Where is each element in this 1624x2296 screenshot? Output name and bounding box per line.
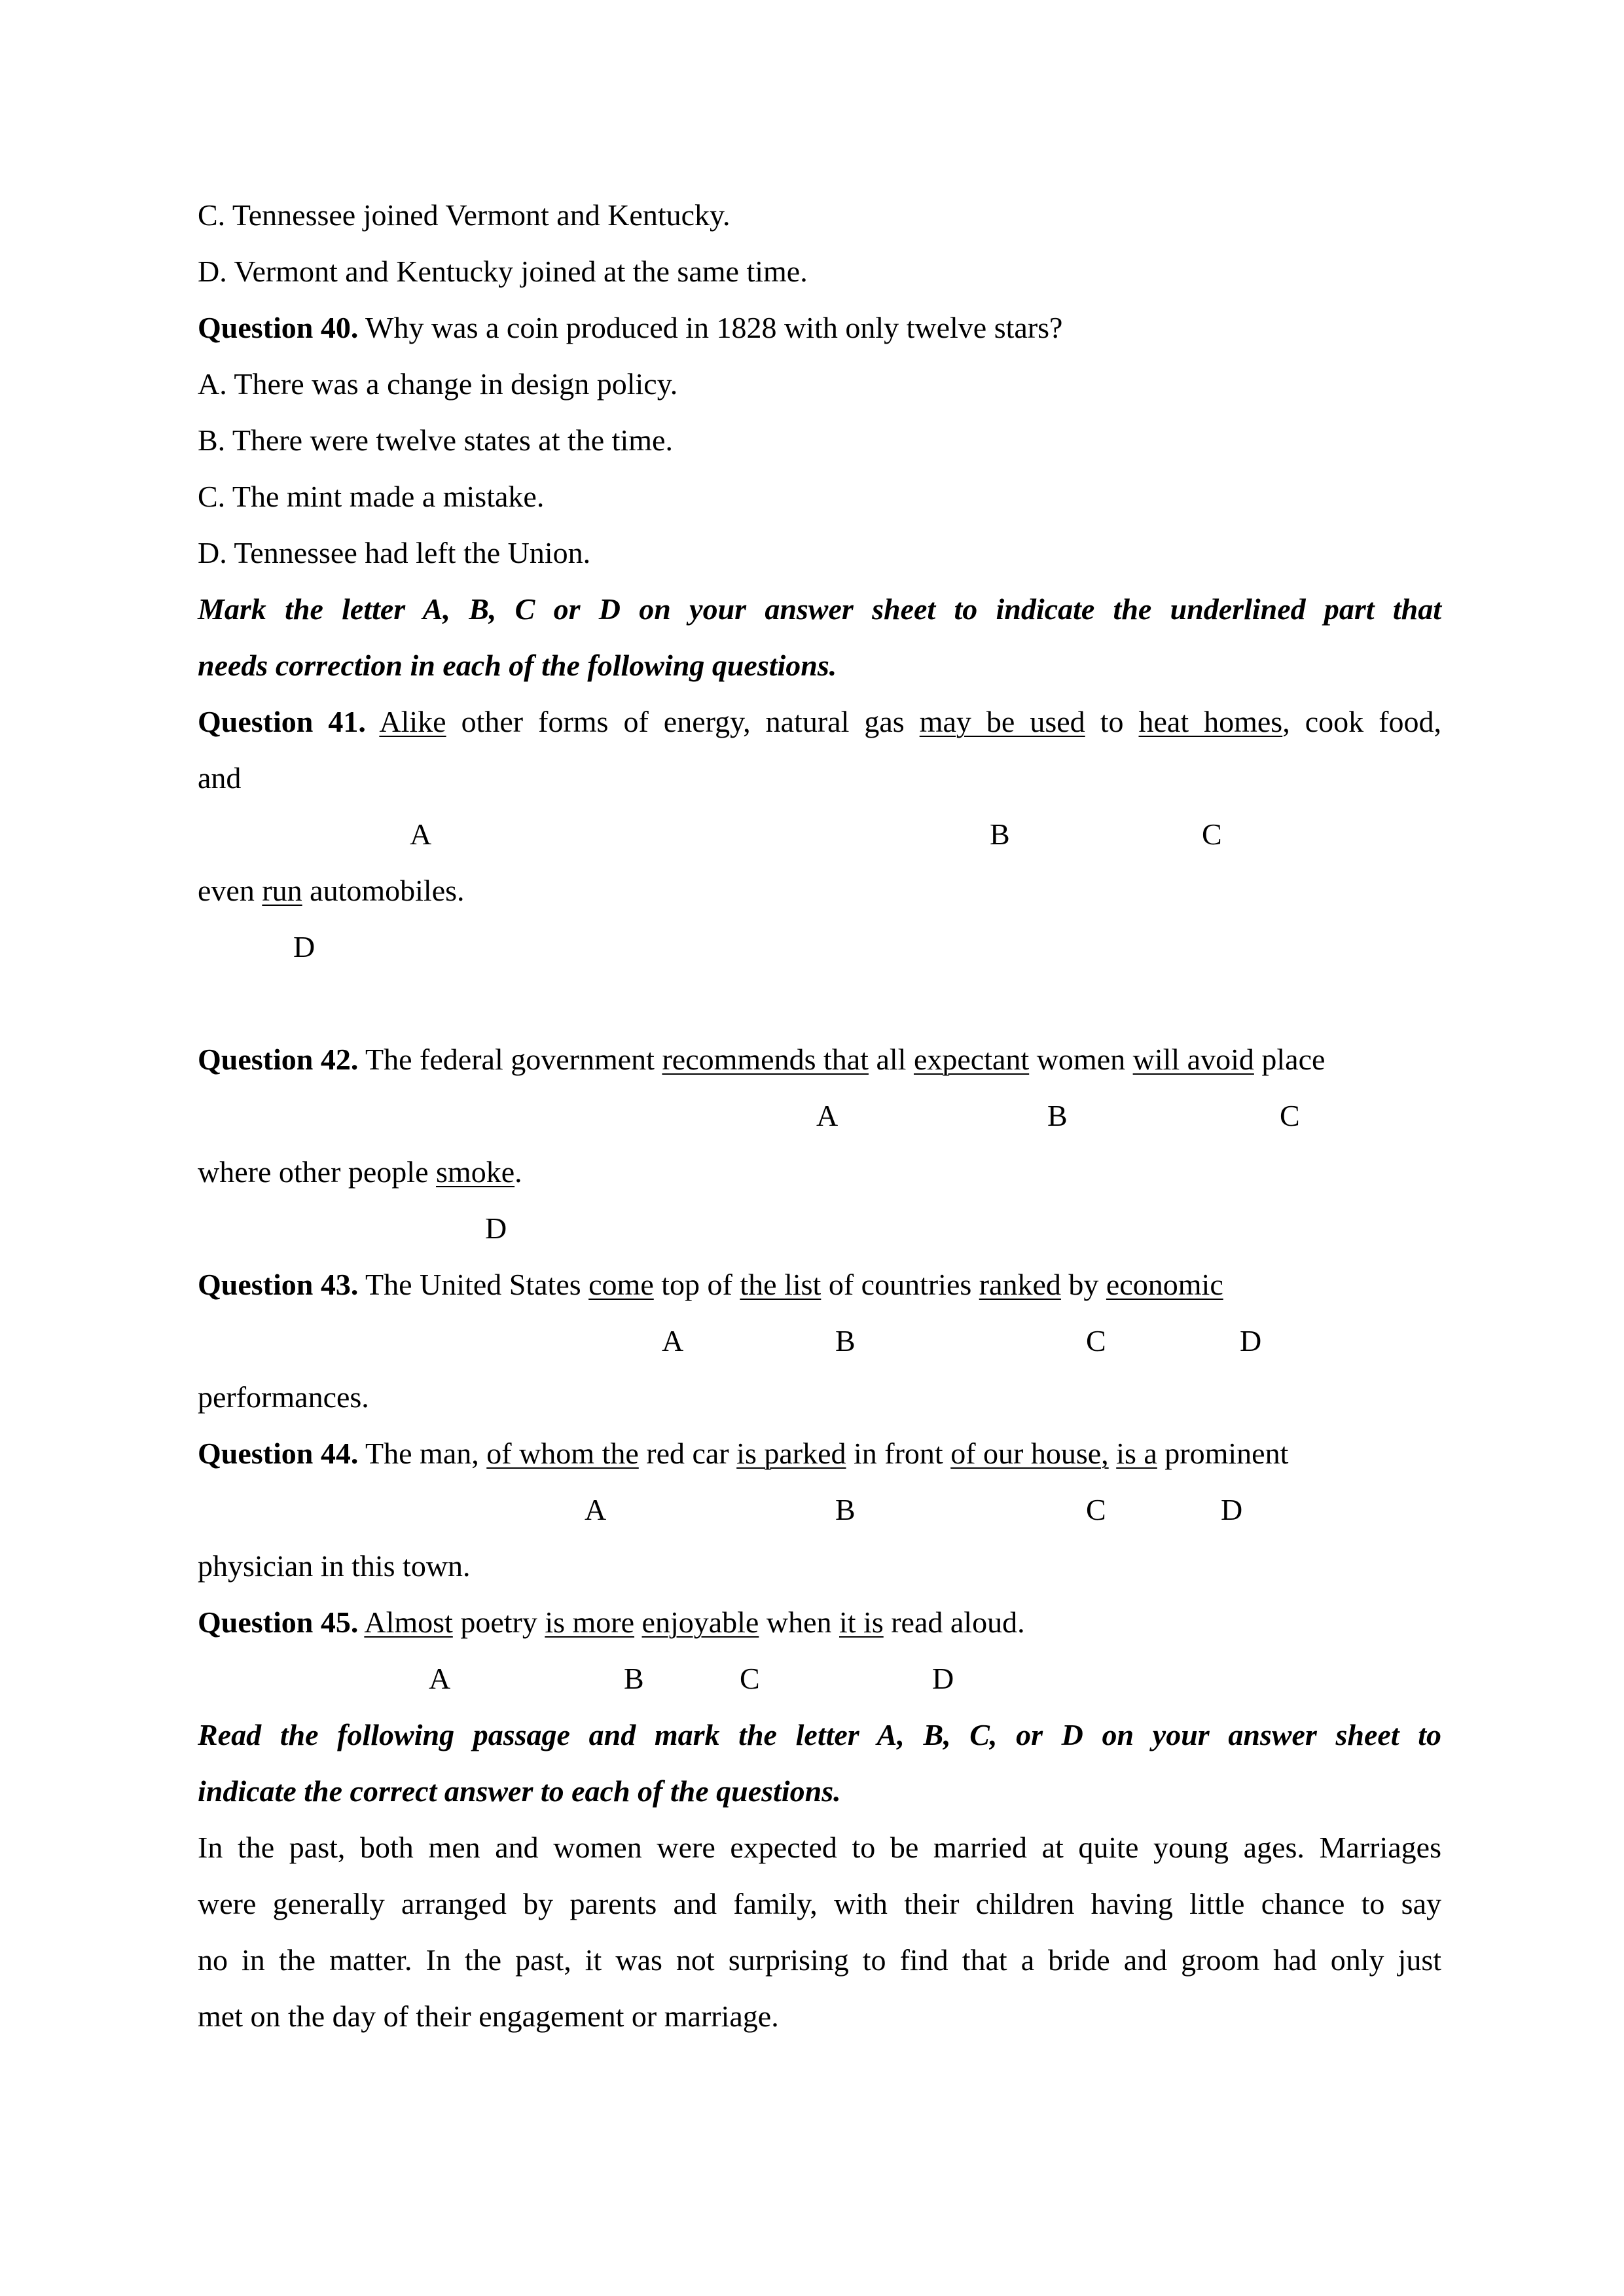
q44-label: Question 44. <box>198 1437 359 1470</box>
q41-underline-d: run <box>262 874 302 907</box>
passage-line1: In the past, both men and women were expected to be married at quite young ages. Marriages <box>198 1831 1441 1864</box>
q43-text-1: The United States <box>358 1268 589 1301</box>
passage-line4: met on the day of their engagement or marriage. <box>198 2000 779 2033</box>
q45-underline-d: it is <box>839 1605 884 1639</box>
q45-text-1: poetry <box>452 1605 545 1639</box>
q44-underline-a: of whom the <box>486 1437 639 1470</box>
q41-letter-b: B <box>990 817 1010 851</box>
q41-text-1: other forms of energy, natural gas <box>461 705 920 738</box>
q42-underline-c: will avoid <box>1132 1043 1254 1076</box>
q42-line3 <box>198 1154 1441 1191</box>
instruction-error-line2: needs correction in each of the following questions. <box>198 649 837 682</box>
instruction-error-line1: Mark the letter A, B, C or D on your answer sheet to indicate the underlined part that <box>198 592 1441 626</box>
q42-letter-b: B <box>1047 1099 1068 1132</box>
q41-text-5: automobiles. <box>302 874 465 907</box>
q43-underline-c: ranked <box>979 1268 1061 1301</box>
q41-letter-c: C <box>1202 817 1222 851</box>
q41-letter-a: A <box>410 817 432 851</box>
q45-letter-c: C <box>740 1662 760 1695</box>
q42-text-2: all <box>868 1043 914 1076</box>
q42-text-4: place <box>1254 1043 1326 1076</box>
q45-stem <box>198 1604 1441 1641</box>
q44-letter-b: B <box>835 1493 856 1526</box>
q41-text-2: to <box>1100 705 1139 738</box>
instruction-reading-line1: Read the following passage and mark the letter A, B, C, or D on your answer sheet to <box>198 1718 1441 1751</box>
q45-letter-d: D <box>932 1662 954 1695</box>
q44-line3: physician in this town. <box>198 1549 471 1583</box>
q45-underline-b: is more <box>545 1605 635 1639</box>
q44-letter-d: D <box>1221 1493 1243 1526</box>
q43-text-2: top of <box>653 1268 740 1301</box>
q43-letter-d: D <box>1240 1324 1262 1357</box>
q43-text-3: of countries <box>821 1268 979 1301</box>
q45-text-4: read aloud. <box>883 1605 1025 1639</box>
q44-text-5: prominent <box>1157 1437 1289 1470</box>
q41-text-3: , cook food, <box>1282 705 1441 738</box>
q40-option-d: D. Tennessee had left the Union. <box>198 536 591 569</box>
q41-line2: and <box>198 761 242 795</box>
q40-label: Question 40. <box>198 311 359 344</box>
q39-option-d: D. Vermont and Kentucky joined at the same time. <box>198 255 808 288</box>
instruction-reading-line2: indicate the correct answer to each of the questions. <box>198 1774 841 1808</box>
q43-letter-c: C <box>1086 1324 1106 1357</box>
q42-underline-b: expectant <box>913 1043 1030 1076</box>
q41-underline-c: heat homes <box>1138 705 1283 738</box>
q40-stem <box>198 310 1441 346</box>
q43-text-4: by <box>1060 1268 1106 1301</box>
q41-letter-d: D <box>293 930 316 963</box>
q43-underline-d: economic <box>1106 1268 1223 1301</box>
q43-stem <box>198 1266 1441 1303</box>
q42-text-6: . <box>514 1155 522 1189</box>
q44-underline-c: of our house, <box>950 1437 1109 1470</box>
q45-letter-a: A <box>429 1662 451 1695</box>
q42-stem <box>198 1041 1441 1078</box>
q43-line3: performances. <box>198 1380 369 1414</box>
q42-label: Question 42. <box>198 1043 359 1076</box>
passage-line2: were generally arranged by parents and family, with their children having little chance to say <box>198 1887 1441 1920</box>
q41-text-4: even <box>198 874 262 907</box>
q44-text-3: in front <box>846 1437 951 1470</box>
q40-option-b: B. There were twelve states at the time. <box>198 423 673 457</box>
q42-text-5: where other people <box>198 1155 437 1189</box>
q41-stem <box>198 704 1441 740</box>
q42-text-1: The federal government <box>358 1043 662 1076</box>
q44-letter-a: A <box>585 1493 607 1526</box>
q45-letter-b: B <box>624 1662 644 1695</box>
q44-text-1: The man, <box>358 1437 487 1470</box>
q40-text: Why was a coin produced in 1828 with only twelve stars? <box>358 311 1063 344</box>
q45-underline-c: enjoyable <box>641 1605 759 1639</box>
q45-text-0 <box>358 1605 364 1639</box>
q43-underline-b: the list <box>740 1268 821 1301</box>
q45-underline-a: Almost <box>364 1605 453 1639</box>
q44-underline-d: is a <box>1116 1437 1157 1470</box>
q44-underline-b: is parked <box>736 1437 846 1470</box>
q42-letter-d: D <box>485 1211 507 1245</box>
q45-text-3: when <box>759 1605 839 1639</box>
q41-underline-b: may be used <box>919 705 1085 738</box>
q43-underline-a: come <box>588 1268 654 1301</box>
q40-option-c: C. The mint made a mistake. <box>198 480 545 513</box>
q43-letter-b: B <box>835 1324 856 1357</box>
q42-underline-a: recommends that <box>662 1043 869 1076</box>
q42-letter-c: C <box>1280 1099 1300 1132</box>
q44-letter-c: C <box>1086 1493 1106 1526</box>
q43-letter-a: A <box>662 1324 684 1357</box>
q42-letter-a: A <box>816 1099 839 1132</box>
q44-text-2: red car <box>638 1437 737 1470</box>
q41-line4 <box>198 872 1441 909</box>
q40-option-a: A. There was a change in design policy. <box>198 367 678 401</box>
q41-label: Question 41. <box>198 705 366 738</box>
q45-label: Question 45. <box>198 1605 359 1639</box>
q41-underline-a: Alike <box>379 705 446 738</box>
q42-text-3: women <box>1029 1043 1133 1076</box>
passage-line3: no in the matter. In the past, it was not surprising to find that a bride and groom had only just <box>198 1943 1441 1977</box>
q44-stem <box>198 1435 1441 1472</box>
q39-option-c: C. Tennessee joined Vermont and Kentucky. <box>198 198 731 232</box>
q44-text-4 <box>1109 1437 1117 1470</box>
q42-underline-d: smoke <box>436 1155 515 1189</box>
q45-text-2 <box>634 1605 642 1639</box>
q43-label: Question 43. <box>198 1268 359 1301</box>
